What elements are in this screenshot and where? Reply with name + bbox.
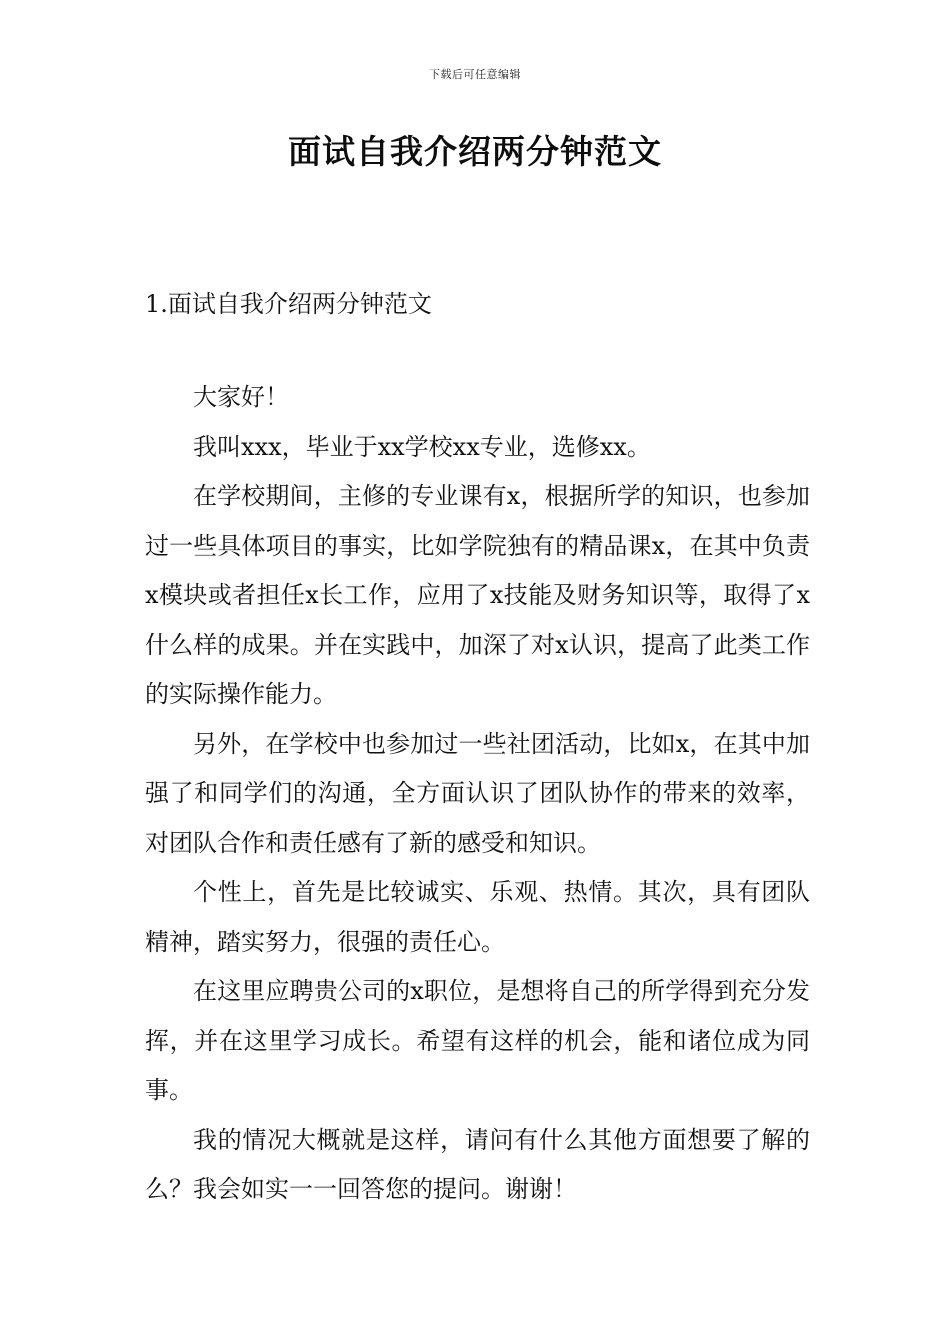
paragraph-name: 我叫xxx，毕业于xx学校xx专业，选修xx。: [193, 432, 651, 461]
paragraph-activities: 另外，在学校中也参加过一些社团活动，比如x，在其中加强了和同学们的沟通，全方面认识了团队协作的带来的效率，对团队合作和责任感有了新的感受和知识。: [145, 729, 810, 857]
section-heading: 1.面试自我介绍两分钟范文: [145, 290, 432, 318]
paragraph-application: 在这里应聘贵公司的x职位，是想将自己的所学得到充分发挥，并在这里学习成长。希望有这样的机会，能和诸位成为同事。: [145, 977, 810, 1104]
document-title: 面试自我介绍两分钟范文: [288, 132, 662, 171]
paragraph-personality: 个性上，首先是比较诚实、乐观、热情。其次，具有团队精神，踏实努力，很强的责任心。: [145, 878, 810, 956]
paragraph-closing: 我的情况大概就是这样，请问有什么其他方面想要了解的么？我会如实一一回答您的提问。谢谢！: [145, 1125, 810, 1203]
paragraph-greeting: 大家好！: [193, 383, 289, 411]
document-body: [145, 373, 810, 1215]
header-note: 下载后可任意编辑: [429, 68, 521, 81]
paragraph-school: 在学校期间，主修的专业课有x，根据所学的知识，也参加过一些具体项目的事实，比如学院独有的精品课x，在其中负责x模块或者担任x长工作，应用了x技能及财务知识等，取得了x什么样的成果。并在实践中，加深了对x认识，提高了此类工作的实际操作能力。: [145, 482, 810, 708]
